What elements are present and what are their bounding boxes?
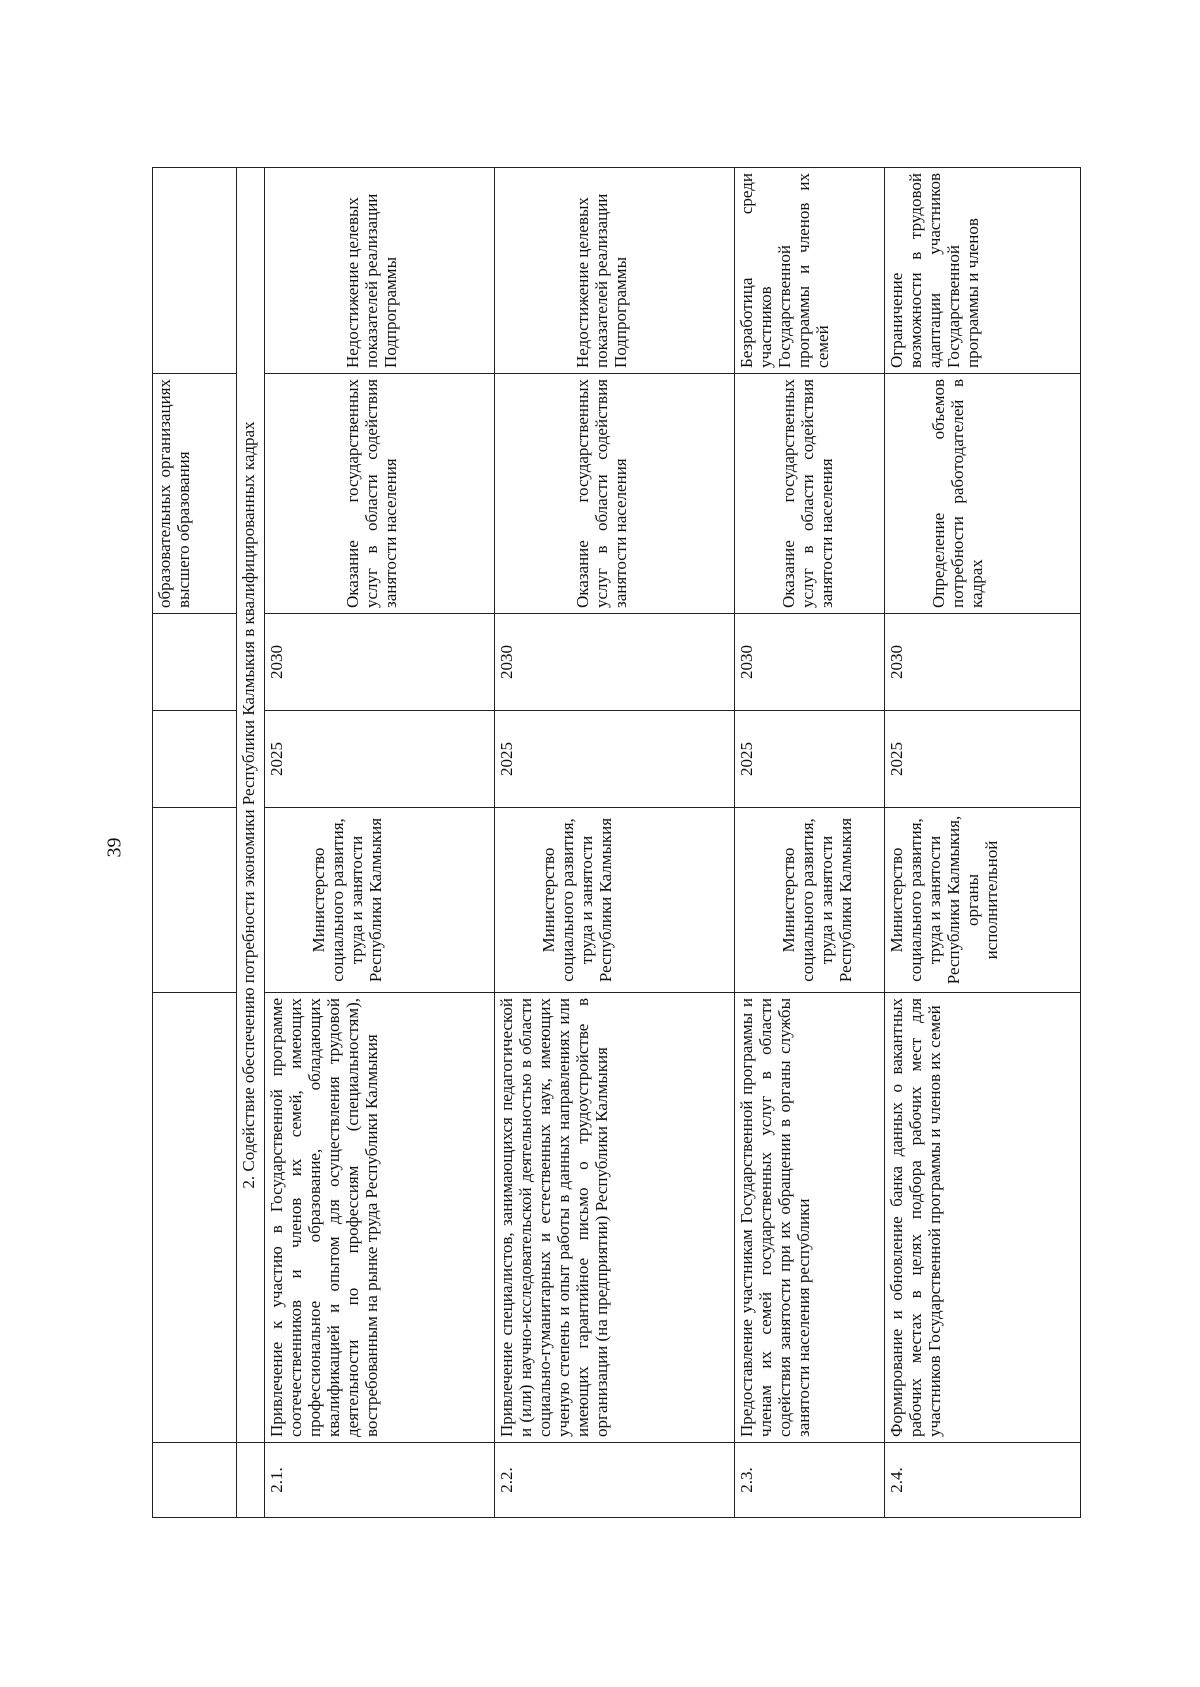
- measure-text: Привлечение специалистов, занимающихся педагогической и (или) научно-исследовательской деятельностью в области социально-гуманитарных и естественных наук, имеющих ученую степень и опыт работы в данных направлениях или имеющих гарантийное письмо о трудоустройстве в организации (на предприятии) Республики Калмыкия: [495, 993, 735, 1443]
- executor-text: Министерство социального развития, труда и занятости Республики Калмыкия: [265, 808, 495, 993]
- start-year: 2025: [265, 711, 495, 808]
- row-number: 2.2.: [495, 1443, 735, 1518]
- rotated-table-container: [152, 168, 1080, 1518]
- result-text: Определение объемов потребности работодателей в кадрах: [885, 374, 1081, 614]
- table-cell-empty: [153, 168, 237, 374]
- page-number: 39: [103, 837, 126, 858]
- table-cell-empty: [153, 614, 237, 711]
- row-number: 2.1.: [265, 1443, 495, 1518]
- executor-text: Министерство социального развития, труда и занятости Республики Калмыкия, органы исполнительной: [885, 808, 1081, 993]
- risk-text: Недостижение целевых показателей реализации Подпрограммы: [265, 168, 495, 374]
- table-row: [265, 168, 495, 1518]
- table-row: [885, 168, 1081, 1518]
- risk-text: Безработица среди участников Государственной программы и членов их семей: [735, 168, 885, 374]
- measures-table: [152, 167, 1081, 1518]
- start-year: 2025: [885, 711, 1081, 808]
- start-year: 2025: [735, 711, 885, 808]
- end-year: 2030: [495, 614, 735, 711]
- row-number: 2.4.: [885, 1443, 1081, 1518]
- table-row-continuation: [153, 168, 237, 1518]
- result-text: Оказание государственных услуг в области содействия занятости населения: [495, 374, 735, 614]
- section-title: 2. Содействие обеспечению потребности экономики Республики Калмыкия в квалифицированных кадрах: [237, 168, 265, 1443]
- start-year: 2025: [495, 711, 735, 808]
- table-row: [735, 168, 885, 1518]
- table-cell-continued-text: образовательных организациях высшего образования: [153, 374, 237, 614]
- end-year: 2030: [885, 614, 1081, 711]
- end-year: 2030: [735, 614, 885, 711]
- table-row: [495, 168, 735, 1518]
- measure-text: Формирование и обновление банка данных о вакантных рабочих местах в целях подбора рабочих мест для участников Государственной программы и членов их семей: [885, 993, 1081, 1443]
- risk-text: Недостижение целевых показателей реализации Подпрограммы: [495, 168, 735, 374]
- row-number: 2.3.: [735, 1443, 885, 1518]
- table-cell-empty: [153, 711, 237, 808]
- executor-text: Министерство социального развития, труда и занятости Республики Калмыкия: [735, 808, 885, 993]
- table-cell-empty: [237, 1443, 265, 1518]
- table-cell-empty: [153, 808, 237, 993]
- measure-text: Привлечение к участию в Государственной программе соотечественников и членов их семей, имеющих профессиональное образование, обладающих квалификацией и опытом для осуществления трудовой деятельности по профессиям (специальностям), востребованным на рынке труда Республики Калмыкия: [265, 993, 495, 1443]
- end-year: 2030: [265, 614, 495, 711]
- executor-text: Министерство социального развития, труда и занятости Республики Калмыкия: [495, 808, 735, 993]
- section-header-row: [237, 168, 265, 1518]
- result-text: Оказание государственных услуг в области содействия занятости населения: [735, 374, 885, 614]
- risk-text: Ограничение возможности в трудовой адаптации участников Государственной программы и членов: [885, 168, 1081, 374]
- table-cell-empty: [153, 993, 237, 1443]
- measure-text: Предоставление участникам Государственной программы и членам их семей государственных услуг в области содействия занятости при их обращении в органы службы занятости населения республики: [735, 993, 885, 1443]
- table-cell-empty: [153, 1443, 237, 1518]
- result-text: Оказание государственных услуг в области содействия занятости населения: [265, 374, 495, 614]
